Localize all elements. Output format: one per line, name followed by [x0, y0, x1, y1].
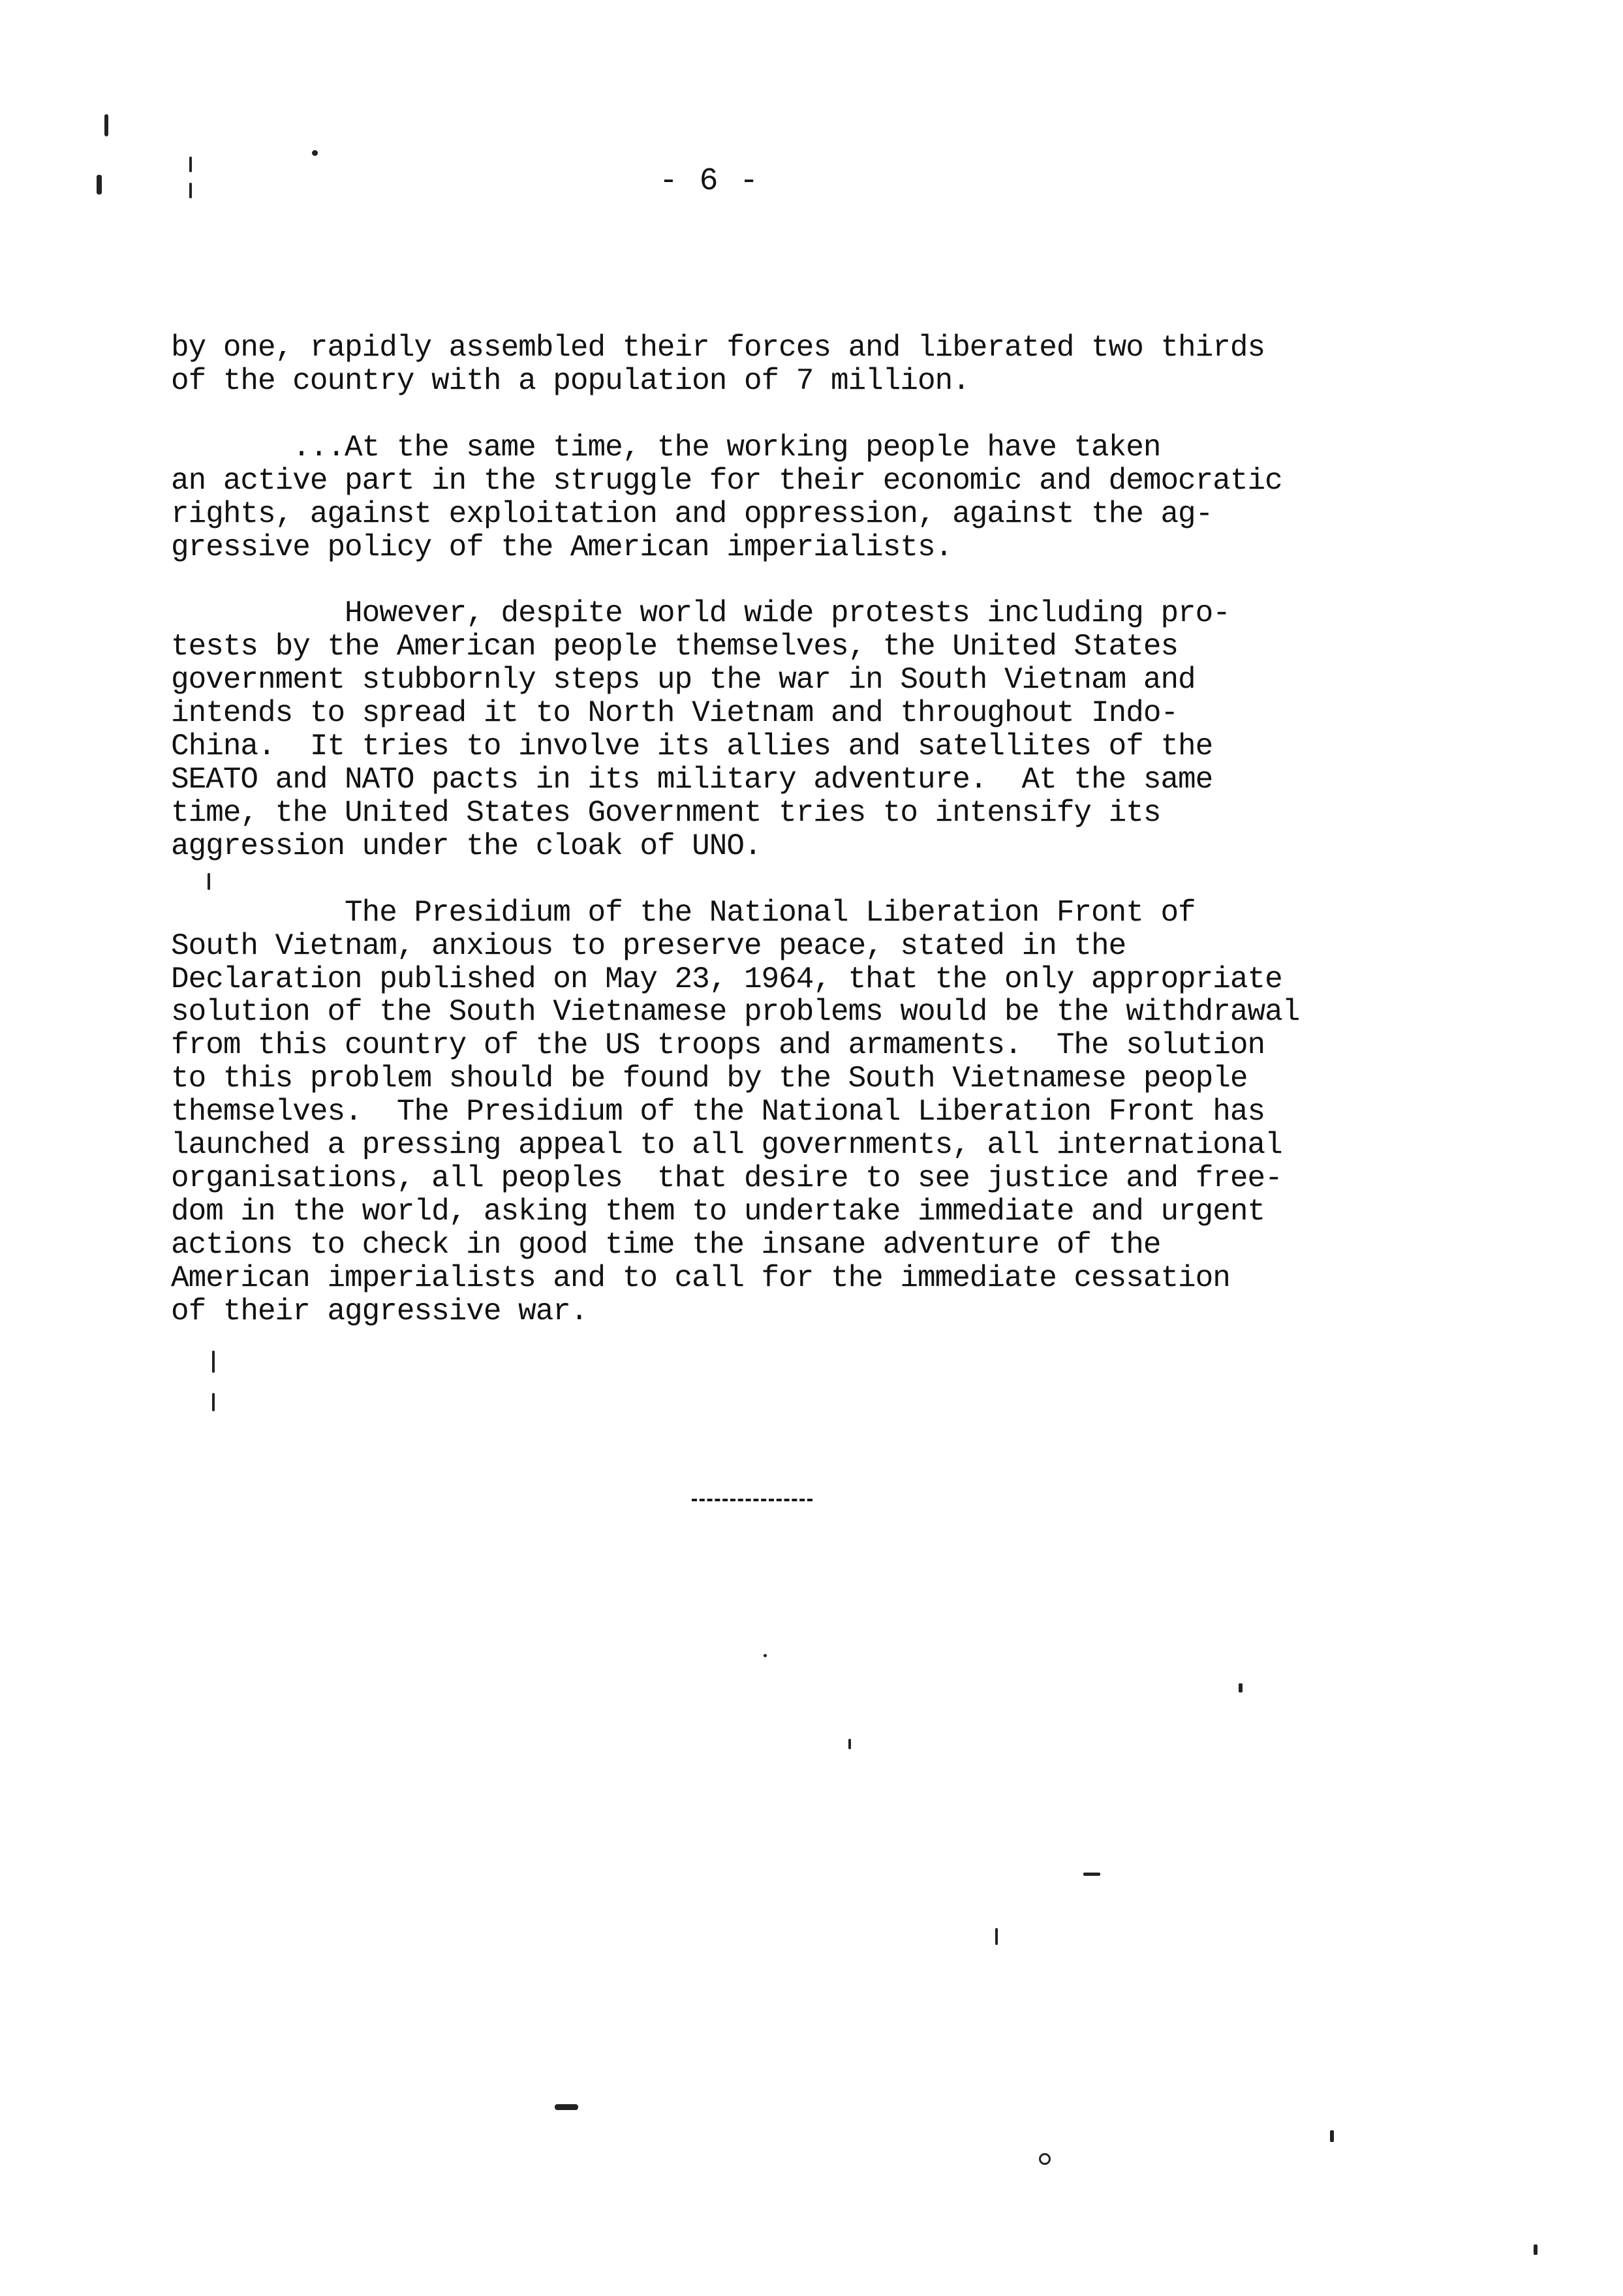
margin-mark	[97, 175, 102, 194]
text-line: launched a pressing appeal to all governments, all international	[171, 1128, 1282, 1163]
text-line: of the country with a population of 7 million.	[171, 363, 970, 398]
margin-mark	[312, 150, 318, 156]
text-line: China. It tries to involve its allies and satellites of the	[171, 729, 1213, 764]
margin-mark	[1330, 2130, 1334, 2142]
margin-mark	[189, 183, 192, 198]
text-line: intends to spread it to North Vietnam and throughout Indo-	[171, 696, 1179, 731]
end-of-text-rule	[692, 1499, 812, 1501]
text-line: solution of the South Vietnamese problems would be the withdrawal	[171, 995, 1300, 1030]
margin-mark	[1239, 1683, 1243, 1692]
text-line: aggression under the cloak of UNO.	[171, 829, 762, 863]
text-line: rights, against exploitation and oppression, against the ag-	[171, 497, 1213, 531]
text-line: South Vietnam, anxious to preserve peace, stated in the	[171, 928, 1126, 963]
text-line: dom in the world, asking them to undertake immediate and urgent	[171, 1194, 1265, 1229]
text-line: themselves. The Presidium of the National Liberation Front has	[171, 1095, 1265, 1129]
margin-mark	[1083, 1873, 1100, 1876]
text-line: ...At the same time, the working people have taken	[171, 430, 1161, 465]
text-line: However, despite world wide protests including pro-	[171, 596, 1230, 631]
document-body	[171, 331, 1483, 1328]
paragraph-1	[171, 331, 1483, 398]
text-line: The Presidium of the National Liberation Front of	[171, 895, 1196, 930]
text-line: Declaration published on May 23, 1964, that the only appropriate	[171, 962, 1282, 996]
paragraph-3	[171, 597, 1483, 863]
text-line: American imperialists and to call for the immediate cessation	[171, 1261, 1230, 1295]
text-line: government stubbornly steps up the war in South Vietnam and	[171, 663, 1196, 697]
margin-mark	[208, 873, 210, 890]
margin-mark	[104, 114, 108, 136]
text-line: tests by the American people themselves, the United States	[171, 630, 1179, 664]
text-line: SEATO and NATO pacts in its military adventure. At the same	[171, 762, 1213, 797]
margin-mark	[995, 1928, 998, 1945]
text-line: of their aggressive war.	[171, 1294, 588, 1328]
paragraph-2	[171, 431, 1483, 564]
text-line: from this country of the US troops and armaments. The solution	[171, 1028, 1265, 1063]
text-line: an active part in the struggle for their economic and democratic	[171, 463, 1282, 498]
margin-mark	[212, 1351, 215, 1373]
margin-mark	[555, 2104, 578, 2110]
page-number: - 6 -	[659, 164, 760, 199]
text-line: by one, rapidly assembled their forces and liberated two thirds	[171, 331, 1265, 365]
margin-mark	[1039, 2153, 1051, 2165]
text-line: time, the United States Government tries to intensify its	[171, 795, 1161, 830]
text-line: to this problem should be found by the South Vietnamese people	[171, 1062, 1248, 1096]
paragraph-4	[171, 896, 1483, 1328]
text-line: gressive policy of the American imperialists.	[171, 530, 953, 564]
margin-mark	[764, 1654, 767, 1657]
margin-mark	[189, 157, 192, 172]
text-line: organisations, all peoples that desire to see justice and free-	[171, 1161, 1282, 1195]
margin-mark	[848, 1739, 851, 1749]
text-line: actions to check in good time the insane adventure of the	[171, 1227, 1161, 1262]
margin-mark	[1534, 2244, 1538, 2255]
margin-mark	[212, 1393, 215, 1411]
